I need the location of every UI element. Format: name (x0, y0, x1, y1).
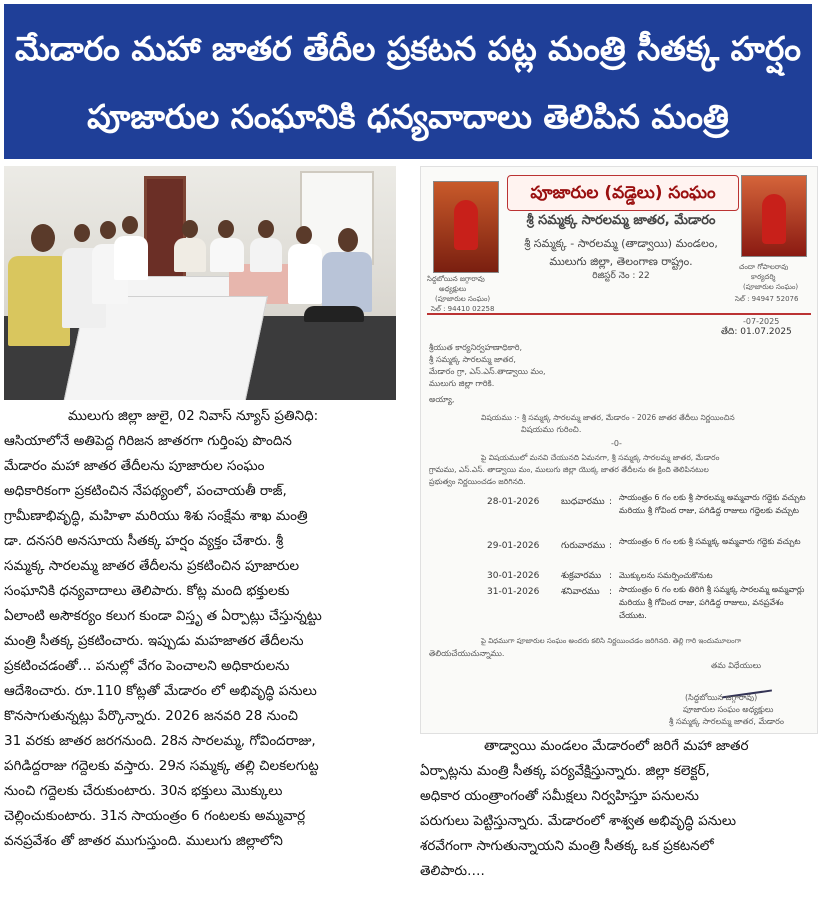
photo-person-legs (304, 306, 364, 322)
photo-door (144, 176, 186, 292)
right-name: చందా గోపాలరావు (739, 263, 789, 271)
photo-person-head (74, 224, 90, 242)
schedule-date: 31-01-2026 (487, 587, 540, 597)
subject-line-1: విషయము :- శ్రీ సమ్మక్క సారలమ్మ జాతర, మేడారం - 2026 జాతర తేదీలు నిర్ణయించిన (481, 413, 735, 422)
article-line: ఏలాంటి అసౌకర్యం కలుగ కుండా విస్తృ త ఏర్పాట్లు చేస్తున్నట్టు (4, 608, 322, 624)
photo-person (322, 252, 372, 312)
headline-line-2: పూజారుల సంఘానికి ధన్యవాదాలు తెలిపిన మంత్రి (87, 97, 729, 136)
schedule-day: శనివారము (561, 587, 600, 597)
photo-person-head (218, 220, 234, 238)
photo-person (250, 238, 282, 272)
schedule-desc: సాయంత్రం 6 గం లకు శ్రీ సమ్మక్క అమ్మవారు గద్దెకు వచ్చుట (619, 537, 801, 546)
left-phone: సెల్ : 94410 02258 (431, 305, 495, 313)
deity-image-right (741, 175, 807, 257)
schedule-colon: : (609, 497, 613, 507)
article-line: ఆదేశించారు. రూ.110 కోట్లతో మేడారం లో అభివృద్ధి పనులు (4, 683, 317, 699)
schedule-date: 29-01-2026 (487, 541, 540, 551)
divider-mark: -0- (611, 439, 622, 448)
letter-address-1: శ్రీ సమ్మక్క - సారలమ్మ (తాడ్వాయి) మండలం, (524, 237, 718, 250)
schedule-date: 30-01-2026 (487, 571, 540, 581)
photo-person (210, 238, 244, 272)
para-line-2: గ్రామము, ఎస్.ఎస్. తాడ్వాయి మం, ములుగు జిల్లా యొక్క జాతర తేదీలను ఈ క్రింది తెలిపినటుల (429, 465, 709, 474)
article-line: ములుగు జిల్లా జులై, 02 నివాస్ న్యూస్ ప్రతినిధి: (68, 408, 319, 424)
schedule-desc: సాయంత్రం 6 గం లకు తిరిగి శ్రీ సమ్మక్క సారలమ్మ అమ్మవార్లు మరియు శ్రీ గోవింద రాజు, పగిడిద్ద రాజులు, వనప్రవేశం చేయుట. (619, 585, 805, 620)
right-org: (పూజారుల సంఘం) (743, 283, 799, 291)
left-name: సిద్దబోయిన జగ్గారావు (427, 275, 485, 283)
left-role: అధ్యక్షులు (439, 285, 467, 293)
photo-person-head (258, 220, 274, 238)
photo-person-head (100, 221, 116, 239)
association-letter (420, 166, 818, 734)
article-line: డా. దనసరి అనసూయ సీతక్క హర్షం వ్యక్తం చేశారు. శ్రీ (4, 533, 284, 549)
headline-line-1: మేడారం మహా జాతర తేదీల ప్రకటన పట్ల మంత్రి సీతక్క హర్షం (14, 29, 802, 68)
letter-date-label: -07-2025 (743, 317, 780, 326)
schedule-colon: : (609, 587, 613, 597)
yours-faithfully: తమ విధేయులు (711, 661, 762, 670)
article-line: ఆసియాలోనే అతిపెద్ద గిరిజన జాతరగా గుర్తింపు పొందిన (4, 433, 292, 449)
sign-org: శ్రీ సమ్మక్క సారలమ్మ జాతర, మేడారం (669, 717, 784, 726)
photo-person-head (338, 228, 358, 252)
schedule-day: శుక్రవారము (561, 571, 602, 581)
to-line: మేడారం గ్రా, ఎస్.ఎస్.తాడ్వాయి మం, (429, 367, 546, 376)
article-line: 31 వరకు జాతర జరగనుంది. 28న సారలమ్మ, గోవిందరాజు, (4, 733, 316, 749)
para-line-1: పై విషయములో మనవి చేయునది ఏమనగా, శ్రీ సమ్మక్క సారలమ్మ జాతర, మేడారం (481, 453, 720, 462)
article-line: అధికారికంగా ప్రకటించిన నేపథ్యంలో, పంచాయతీ రాజ్, (4, 483, 287, 499)
article-line: పగిడిద్దరాజు గద్దెలకు వస్తారు. 29న సమ్మక్క తల్లి చిలకలగుట్ట (4, 758, 319, 774)
to-line: శ్రీ సమ్మక్క సారలమ్మ జాతర, (429, 355, 516, 364)
article-body-left (4, 404, 396, 854)
article-line: నుంచి గద్దెలకు చేరుకుంటారు. 30న భక్తులు మొక్కులు (4, 783, 283, 799)
photo-person-head (122, 216, 138, 234)
subject-line-2: విషయము గురించి. (521, 425, 582, 434)
article-line: సమ్మక్క సారలమ్మ జాతర తేదీలను ప్రకటించిన పూజారుల (4, 558, 300, 574)
photo-person-head (182, 220, 198, 238)
closing-line-2: తెలియచేయుచున్నాము. (429, 649, 505, 658)
letter-date: తేది: 01.07.2025 (721, 327, 792, 337)
photo-person-head (31, 224, 55, 252)
right-role: కార్యదర్శి (751, 273, 776, 281)
article-line: మేడారం మహా జాతర తేదీలను పూజారుల సంఘం (4, 458, 265, 474)
article-line: పరుగులు పెట్టిస్తున్నారు. మేడారంలో శాశ్వత అభివృద్ధి పనులు (420, 813, 737, 829)
sign-role: పూజారుల సంఘం అధ్యక్షులు (683, 705, 774, 714)
schedule-desc: మొక్కులను సమర్పించుకొనుట (619, 571, 713, 580)
article-line: మంత్రి సీతక్క ప్రకటించారు. ఇప్పుడు మహజాతర తేదీలను (4, 633, 304, 649)
article-line: ప్రకటించడంతో… పనుల్లో వేగం పెంచాలని అధికారులను (4, 658, 290, 674)
letter-reg-no: రిజిస్టర్ నెం : 22 (592, 271, 650, 281)
letter-subtitle: శ్రీ సమ్మక్క సారలమ్మ జాతర, మేడారం (526, 213, 716, 228)
schedule-date: 28-01-2026 (487, 497, 540, 507)
to-line: శ్రీయుత కార్యనిర్వహణాధికారి, (429, 343, 523, 352)
article-line: కొనసాగుతున్నట్లు పేర్కొన్నారు. 2026 జనవరి 28 నుంచి (4, 708, 298, 724)
photo-person-head (296, 226, 312, 244)
schedule-colon: : (609, 541, 613, 551)
article-line: సంఘానికి ధన్యవాదాలు తెలిపారు. కోట్ల మంది భక్తులకు (4, 583, 290, 599)
headline-banner (4, 4, 812, 159)
article-line: అధికార యంత్రాంగంతో సమీక్షలు నిర్వహిస్తూ పనులను (420, 788, 699, 804)
photo-person (8, 256, 70, 346)
article-line: తెలిపారు…. (420, 863, 485, 879)
right-phone: సెల్ : 94947 52076 (735, 295, 799, 303)
photo-person (114, 236, 148, 280)
photo-person (174, 238, 206, 272)
letter-address-2: ములుగు జిల్లా, తెలంగాణ రాష్ట్రం. (549, 255, 693, 268)
schedule-day: గురువారము (561, 541, 606, 551)
article-line: వనప్రవేశం తో జాతర ముగుస్తుంది. ములుగు జిల్లాలోని (4, 833, 283, 849)
closing-line-1: పై విధముగా పూజారుల సంఘం అందరు కలిసి నిర్ణయించడం జరిగినది. తెల్లి గారి ఇందుమూలంగా (481, 637, 742, 645)
schedule-desc: సాయంత్రం 6 గం లకు శ్రీ సారలమ్మ అమ్మవారు గద్దెకు వచ్చుట మరియు శ్రీ గోవింద రాజు, పగిడిద్ద రాజులు గద్దెలకు వచ్చుట (619, 493, 806, 515)
schedule-colon: : (609, 571, 613, 581)
letter-divider-line (427, 313, 811, 315)
schedule-day: బుధవారము (561, 497, 605, 507)
sign-name: (సిద్దబోయిన జగ్గారావు) (685, 693, 758, 702)
article-body-right (420, 734, 816, 884)
meeting-photo (4, 166, 396, 400)
article-line: చెల్లించుకుంటారు. 31న సాయంత్రం 6 గంటలకు అమ్మవార్ల (4, 808, 306, 824)
left-org: (పూజారుల సంఘం) (435, 295, 491, 303)
deity-image-left (433, 181, 499, 273)
article-line: తాడ్వాయి మండలం మేడారంలో జరిగే మహా జాతర (484, 738, 749, 754)
salutation: అయ్యా, (429, 395, 455, 404)
letter-title: పూజారుల (వడ్డెలు) సంఘం (507, 175, 739, 211)
article-line: ఏర్పాట్లను మంత్రి సీతక్క పర్యవేక్షిస్తున్నారు. జిల్లా కలెక్టర్, (420, 763, 710, 779)
para-line-3: ప్రభుత్వం నిర్ణయించడం జరిగినది. (429, 477, 526, 486)
to-line: ములుగు జిల్లా గారికి. (429, 379, 495, 388)
article-line: గ్రామీణాభివృద్ధి, మహిళా మరియు శిశు సంక్షేమ శాఖ మంత్రి (4, 508, 308, 524)
photo-person (288, 244, 322, 304)
article-line: శరవేగంగా సాగుతున్నాయని మంత్రి సీతక్క ఒక ప్రకటనలో (420, 838, 714, 854)
